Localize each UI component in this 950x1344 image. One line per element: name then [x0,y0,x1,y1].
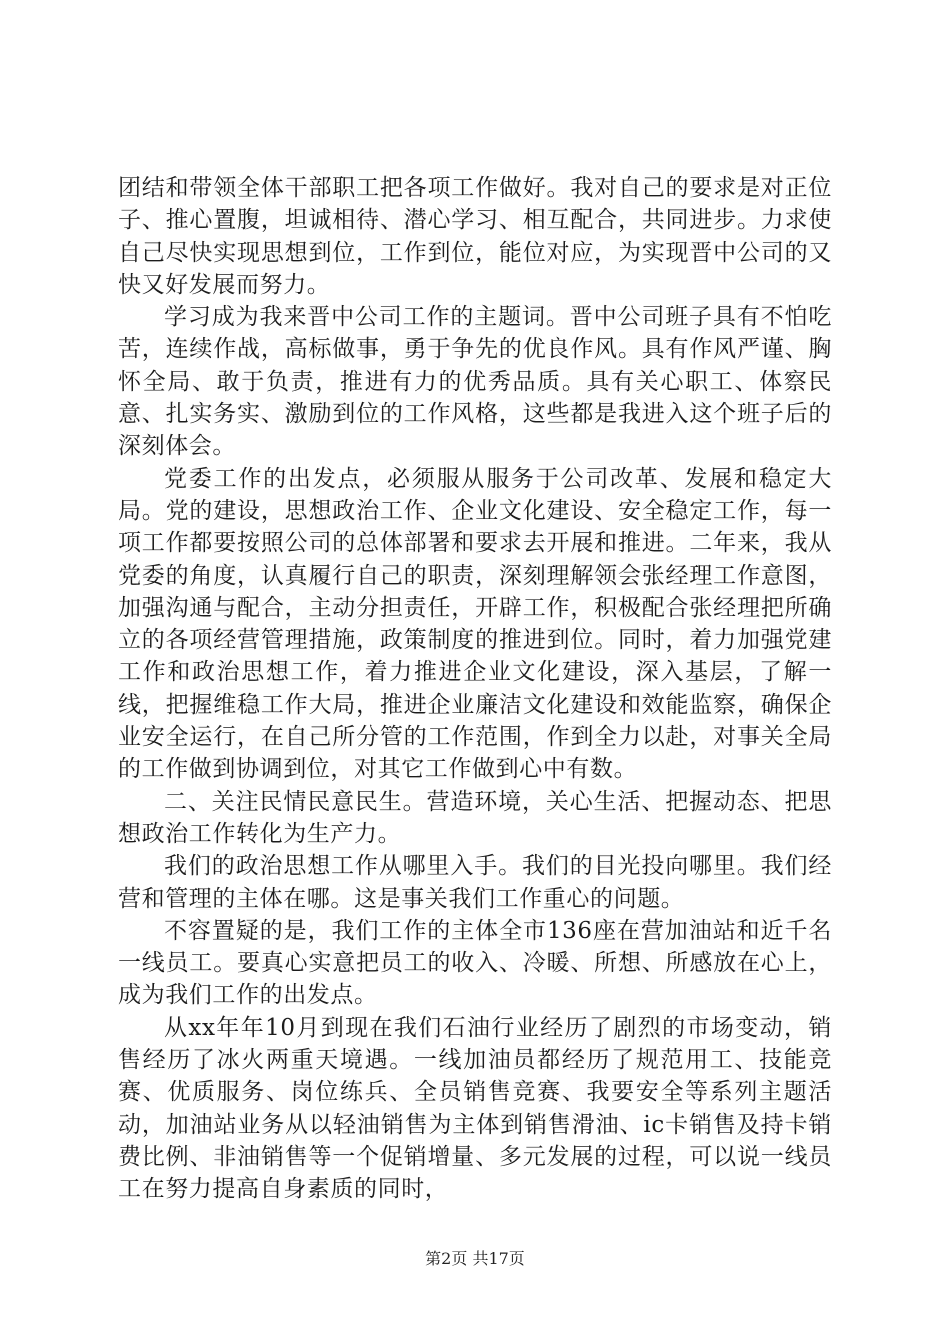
paragraph-1: 团结和带领全体干部职工把各项工作做好。我对自己的要求是对正位子、推心置腹，坦诚相待、潜心学习、相互配合，共同进步。力求使自己尽快实现思想到位，工作到位，能位对应，为实现晋中公司的又快又好发展而努力。 [118,175,832,298]
paragraph-6: 不容置疑的是，我们工作的主体全市136座在营加油站和近千名一线员工。要真心实意把员工的收入、冷暖、所想、所感放在心上，成为我们工作的出发点。 [118,917,832,1009]
paragraph-4: 二、关注民情民意民生。营造环境，关心生活、把握动态、把思想政治工作转化为生产力。 [118,788,832,847]
paragraph-7: 从xx年年10月到现在我们石油行业经历了剧烈的市场变动，销售经历了冰火两重天境遇。一线加油员都经历了规范用工、技能竞赛、优质服务、岗位练兵、全员销售竞赛、我要安全等系列主题活动，加油站业务从以轻油销售为主体到销售滑油、ic卡销售及持卡销费比例、非油销售等一个促销增量、多元发展的过程，可以说一线员工在努力提高自身素质的同时， [118,1014,832,1203]
document-body [118,172,832,1206]
paragraph-5: 我们的政治思想工作从哪里入手。我们的目光投向哪里。我们经营和管理的主体在哪。这是事关我们工作重心的问题。 [118,853,832,912]
page-footer: 第2页 共17页 [425,1249,525,1268]
paragraph-2: 学习成为我来晋中公司工作的主题词。晋中公司班子具有不怕吃苦，连续作战，高标做事，勇于争先的优良作风。具有作风严谨、胸怀全局、敢于负责，推进有力的优秀品质。具有关心职工、体察民意、扎实务实、激励到位的工作风格，这些都是我进入这个班子后的深刻体会。 [118,304,832,460]
paragraph-3: 党委工作的出发点，必须服从服务于公司改革、发展和稳定大局。党的建设，思想政治工作、企业文化建设、安全稳定工作，每一项工作都要按照公司的总体部署和要求去开展和推进。二年来，我从党委的角度，认真履行自己的职责，深刻理解领会张经理工作意图，加强沟通与配合，主动分担责任，开辟工作，积极配合张经理把所确立的各项经营管理措施，政策制度的推进到位。同时，着力加强党建工作和政治思想工作，着力推进企业文化建设，深入基层，了解一线，把握维稳工作大局，推进企业廉洁文化建设和效能监察，确保企业安全运行，在自己所分管的工作范围，作到全力以赴，对事关全局的工作做到协调到位，对其它工作做到心中有数。 [118,465,832,783]
